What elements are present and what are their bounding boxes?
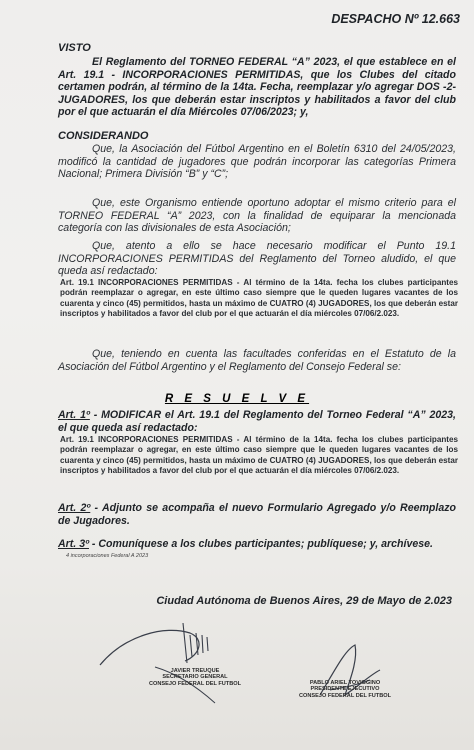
article-2: [58, 502, 456, 527]
considerando-paragraph-3: Que, atento a ello se hace necesario modificar el Punto 19.1 INCORPORACIONES PERMITIDAS del Reglamento del Torneo aludido, el que queda así redactado:: [58, 240, 456, 278]
considerando-paragraph-2: Que, este Organismo entiende oportuno adoptar el mismo criterio para el TORNEO FEDERAL “A” 2023, con la finalidad de equiparar la mencionada categoría con las divisionales de esta Asociación;: [58, 197, 456, 235]
signature-2-block: [290, 680, 400, 699]
article-1: [58, 409, 456, 434]
article-2-label: Art. 2º: [58, 502, 91, 514]
signature-1-name: JAVIER TREUQUE: [170, 668, 220, 674]
reference-footnote: 4 incorporaciones Federal A 2023: [66, 553, 149, 559]
article-3-label: Art. 3º: [58, 538, 89, 550]
visto-text: El Reglamento del TORNEO FEDERAL “A” 2023, el que establece en el Art. 19.1 - INCORPORACIONES PERMITIDAS, que los Clubes del citado certamen podrán, al término de la 14ta. Fecha, reemplazar y/o agregar DOS -2- JUGADORES, los que deberán estar inscriptos y habilitados a favor del club por el que actuarán el día Miércoles 07/06/2023; y,: [58, 56, 456, 119]
signature-1-role: SECRETARIO GENERAL: [162, 674, 228, 681]
article-1-label: Art. 1º: [58, 409, 90, 421]
signature-2-org: CONSEJO FEDERAL DEL FUTBOL: [298, 692, 392, 699]
visto-heading: VISTO: [58, 42, 91, 54]
city-date: Ciudad Autónoma de Buenos Aires, 29 de Mayo de 2.023: [156, 595, 452, 607]
signature-1-block: [140, 668, 250, 687]
resuelve-heading: R E S U E L V E: [164, 393, 310, 405]
considerando-paragraph-4: Que, teniendo en cuenta las facultades conferidas en el Estatuto de la Asociación del Fútbol Argentino y el Reglamento del Consejo Federal se:: [58, 348, 456, 373]
considerando-paragraph-1: Que, la Asociación del Fútbol Argentino en el Boletín 6310 del 24/05/2023, modificó la cantidad de jugadores que podrán incorporar las categorías Primera Nacional; Primera División “B” y “C”;: [58, 143, 456, 181]
considerando-quote: Art. 19.1 INCORPORACIONES PERMITIDAS - Al término de la 14ta. fecha los clubes participantes podrán reemplazar o agregar, en este último caso siempre que le queden lugares vacantes de los cuarenta y cinco (45) permitidos, hasta un máximo de CUATRO (4) JUGADORES, los que deberán estar inscriptos y habilitados a favor del club por el que actuarán el día miércoles 07/06/2.023.: [60, 278, 458, 319]
signature-1-org: CONSEJO FEDERAL DEL FUTBOL: [148, 680, 242, 687]
considerando-heading: CONSIDERANDO: [58, 130, 149, 142]
signature-2-role: PRESIDENTE EJECUTIVO: [310, 686, 380, 693]
article-2-text: - Adjunto se acompaña el nuevo Formulario Agregado y/o Reemplazo de Jugadores.: [58, 502, 456, 527]
signature-2-scribble: [300, 640, 400, 710]
article-1-text: - MODIFICAR el Art. 19.1 del Reglamento del Torneo Federal “A” 2023, el que queda así redactado:: [58, 409, 456, 434]
signature-2-name: PABLO ARIEL TOVIGGINO: [309, 680, 381, 686]
article-3: [58, 538, 456, 551]
article-1-quote: Art. 19.1 INCORPORACIONES PERMITIDAS - Al término de la 14ta. fecha los clubes participantes podrán reemplazar o agregar, en este último caso siempre que le queden lugares vacantes de los cuarenta y cinco (45) permitidos, hasta un máximo de CUATRO (4) JUGADORES, los que deberán estar inscriptos y habilitados a favor del club por el que actuarán el día miércoles 07/06/2.023.: [60, 435, 458, 476]
despacho-number: DESPACHO Nº 12.663: [331, 12, 460, 26]
signature-1-scribble: [95, 615, 245, 705]
article-3-text: - Comuníquese a los clubes participantes; publíquese; y, archívese.: [88, 538, 433, 550]
